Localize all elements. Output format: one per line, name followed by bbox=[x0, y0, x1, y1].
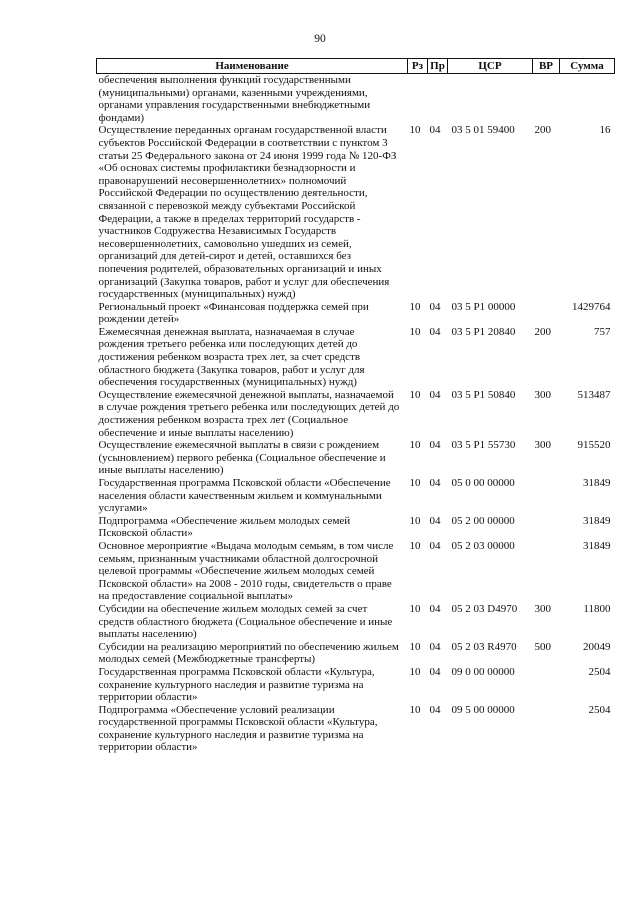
row-pr: 04 bbox=[429, 325, 441, 338]
row-vr: 500 bbox=[534, 640, 551, 653]
table-row bbox=[97, 326, 615, 389]
table-row bbox=[97, 603, 615, 641]
row-vr bbox=[533, 74, 560, 125]
table-row bbox=[97, 540, 615, 603]
row-vr: 200 bbox=[534, 124, 551, 137]
column-header-pr: Пр bbox=[428, 59, 448, 74]
table-row bbox=[97, 439, 615, 477]
table-row bbox=[97, 641, 615, 666]
page-number: 90 bbox=[314, 33, 326, 45]
row-rz bbox=[408, 74, 428, 125]
row-name: Осуществление переданных органам государственной власти субъектов Российской Федерации в соответствии с пунктом 3 статьи 25 Федерального закона от 24 июня 1999 года № 120-ФЗ «Об основах системы профилактики безнадзорности и правонарушений несовершеннолетних» полномочий Российской Федерации по осуществлению деятельности, связанной с перевозкой между субъектами Российской Федерации, а также в пределах территорий государств - участников Содружества Независимых Государств несовершеннолетних, самовольно ушедших из семей, организаций для детей-сирот и детей, оставшихся без попечения родителей, образовательных организаций и иных организаций (Закупка товаров, работ и услуг для обеспечения государственных (муниципальных) нужд) bbox=[98, 124, 397, 301]
row-sum: 1429764 bbox=[572, 300, 611, 313]
row-csr: 05 2 00 00000 bbox=[451, 514, 515, 527]
row-rz: 10 bbox=[409, 514, 421, 527]
row-csr: 05 2 03 R4970 bbox=[451, 640, 517, 653]
row-vr bbox=[533, 666, 560, 704]
row-vr: 300 bbox=[534, 388, 551, 401]
row-sum: 757 bbox=[594, 325, 611, 338]
column-header-name: Наименование bbox=[97, 59, 408, 74]
row-sum: 915520 bbox=[577, 439, 611, 452]
row-name: обеспечения выполнения функций государственными (муниципальными) органами, казенными учреждениями, органами управления государственными внебюджетными фондами) bbox=[98, 74, 371, 124]
row-csr: 03 5 P1 00000 bbox=[451, 300, 516, 313]
row-sum: 11800 bbox=[583, 602, 611, 615]
table-row bbox=[97, 704, 615, 754]
row-vr bbox=[533, 704, 560, 754]
row-sum: 2504 bbox=[588, 665, 611, 678]
row-rz: 10 bbox=[409, 300, 421, 313]
row-vr: 200 bbox=[534, 325, 551, 338]
table-row bbox=[97, 74, 615, 125]
row-name: Подпрограмма «Обеспечение жильем молодых семей Псковской области» bbox=[98, 514, 351, 540]
column-header-rz: Рз bbox=[408, 59, 428, 74]
row-pr: 04 bbox=[429, 602, 441, 615]
row-csr bbox=[448, 74, 533, 125]
row-rz: 10 bbox=[409, 602, 421, 615]
row-csr: 03 5 01 59400 bbox=[451, 124, 515, 137]
row-csr: 03 5 P1 20840 bbox=[451, 325, 516, 338]
row-vr bbox=[533, 477, 560, 515]
row-rz: 10 bbox=[409, 439, 421, 452]
row-name: Подпрограмма «Обеспечение условий реализации государственной программы Псковской области «Культура, сохранение культурного наследия и развитие туризма на территории области» bbox=[98, 703, 378, 754]
table-row bbox=[97, 124, 615, 300]
row-rz: 10 bbox=[409, 539, 421, 552]
table-row bbox=[97, 389, 615, 439]
row-csr: 05 0 00 00000 bbox=[451, 477, 515, 489]
row-pr: 04 bbox=[429, 539, 441, 552]
row-csr: 03 5 P1 50840 bbox=[451, 388, 516, 401]
row-vr bbox=[533, 540, 560, 603]
row-rz: 10 bbox=[409, 665, 421, 678]
row-name: Осуществление ежемесячной выплаты в связи с рождением (усыновлением) первого ребенка (Социальное обеспечение и иные выплаты населению) bbox=[98, 439, 386, 477]
row-sum: 16 bbox=[599, 124, 611, 137]
table-header-row bbox=[97, 59, 615, 74]
row-csr: 05 2 03 D4970 bbox=[451, 602, 518, 615]
row-name: Субсидии на обеспечение жильем молодых семей за счет средств областного бюджета (Социальное обеспечение и иные выплаты населению) bbox=[98, 602, 393, 641]
row-pr: 04 bbox=[429, 300, 441, 313]
column-header-csr: ЦСР bbox=[448, 59, 533, 74]
row-pr: 04 bbox=[429, 439, 441, 452]
row-name: Государственная программа Псковской области «Культура, сохранение культурного наследия и развитие туризма на территории области» bbox=[98, 665, 375, 704]
row-pr: 04 bbox=[429, 703, 441, 716]
table-row bbox=[97, 477, 615, 515]
row-name: Государственная программа Псковской области «Обеспечение населения области качественным жильем и коммунальными услугами» bbox=[98, 477, 391, 515]
row-rz: 10 bbox=[409, 325, 421, 338]
row-vr bbox=[533, 515, 560, 540]
table-row bbox=[97, 666, 615, 704]
row-rz: 10 bbox=[409, 124, 421, 137]
row-pr: 04 bbox=[429, 124, 441, 137]
row-rz: 10 bbox=[409, 703, 421, 716]
row-sum: 31849 bbox=[583, 514, 611, 527]
row-pr: 04 bbox=[429, 640, 441, 653]
table-row bbox=[97, 515, 615, 540]
row-rz: 10 bbox=[409, 477, 421, 489]
column-header-vr: ВР bbox=[533, 59, 560, 74]
row-name: Основное мероприятие «Выдача молодым семьям, в том числе семьям, признанным участниками областной долгосрочной целевой программы «Обеспечение жильем молодых семей Псковской области» на 2008 - 2010 годы, свидетельств о праве на предоставление социальной выплаты» bbox=[98, 539, 394, 603]
row-pr: 04 bbox=[429, 665, 441, 678]
row-vr: 300 bbox=[534, 602, 551, 615]
row-pr: 04 bbox=[429, 477, 441, 489]
row-rz: 10 bbox=[409, 640, 421, 653]
row-name: Субсидии на реализацию мероприятий по обеспечению жильем молодых семей (Межбюджетные трансферты) bbox=[98, 640, 399, 666]
table-row bbox=[97, 301, 615, 326]
budget-table bbox=[96, 58, 615, 754]
row-name: Осуществление ежемесячной денежной выплаты, назначаемой в случае рождения третьего ребенка или последующих детей до достижения ребенком возраста трех лет (Социальное обеспечение и иные выплаты населению) bbox=[98, 388, 400, 439]
row-csr: 09 0 00 00000 bbox=[451, 665, 515, 678]
row-vr: 300 bbox=[534, 439, 551, 452]
row-pr: 04 bbox=[429, 514, 441, 527]
row-name: Региональный проект «Финансовая поддержка семей при рождении детей» bbox=[98, 300, 369, 326]
row-sum: 513487 bbox=[577, 388, 611, 401]
row-sum: 2504 bbox=[588, 703, 611, 716]
row-csr: 09 5 00 00000 bbox=[451, 703, 515, 716]
row-sum: 31849 bbox=[583, 477, 611, 489]
row-sum bbox=[560, 74, 615, 125]
row-pr: 04 bbox=[429, 388, 441, 401]
row-name: Ежемесячная денежная выплата, назначаемая в случае рождения третьего ребенка или последующих детей до достижения ребенком возраста трех лет, за счет средств областного бюджета (Закупка товаров, работ и услуг для обеспечения государственных (муниципальных) нужд) bbox=[98, 325, 365, 389]
row-rz: 10 bbox=[409, 388, 421, 401]
row-pr bbox=[428, 74, 448, 125]
row-sum: 20049 bbox=[583, 640, 611, 653]
row-csr: 03 5 P1 55730 bbox=[451, 439, 516, 452]
row-vr bbox=[533, 301, 560, 326]
row-sum: 31849 bbox=[583, 539, 611, 552]
column-header-sum: Сумма bbox=[560, 59, 615, 74]
row-csr: 05 2 03 00000 bbox=[451, 539, 515, 552]
